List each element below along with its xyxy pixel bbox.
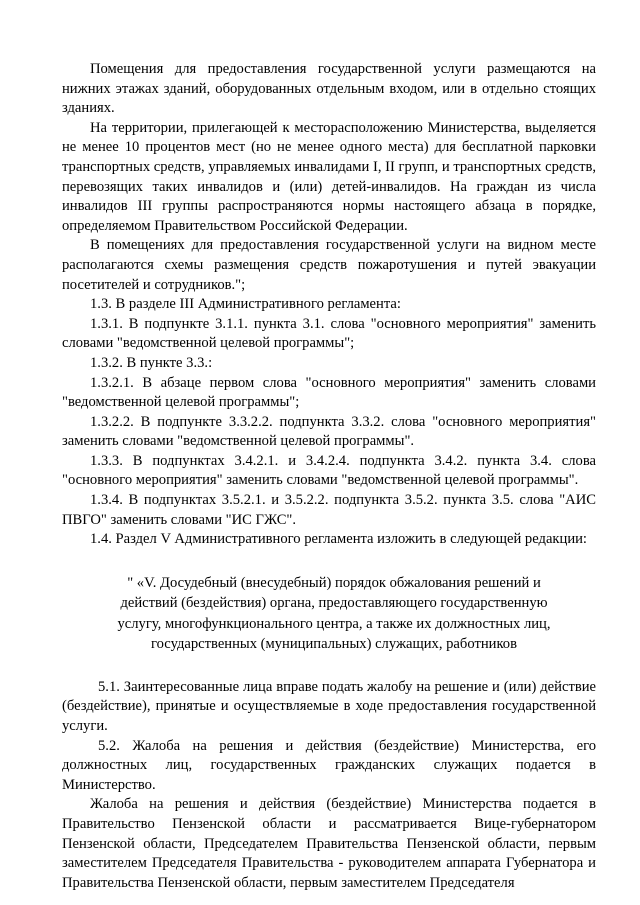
paragraph-1-3-2-2: 1.3.2.2. В подпункте 3.3.2.2. подпункта 3.3.2. слова "основного мероприятия" заменить словами "ведомственной целевой программы". (62, 413, 596, 450)
paragraph-parking: На территории, прилегающей к месторасположению Министерства, выделяется не менее 10 процентов мест (но не менее одного места) для бесплатной парковки транспортных средств, управляемых инвалидами I, II групп, и транспортных средств, перевозящих таких инвалидов и (или) детей-инвалидов. На граждан из числа инвалидов III группы распространяются нормы настоящего абзаца в порядке, определяемом Правительством Российской Федерации. (62, 119, 596, 234)
section-v-heading: " «V. Досудебный (внесудебный) порядок обжалования решений и действий (бездействия) органа, предоставляющего государственную услугу, многофункционального центра, а также их должностных лиц, государственных (муниципальных) служащих, работников (117, 574, 551, 653)
paragraph-1-3-1: 1.3.1. В подпункте 3.1.1. пункта 3.1. слова "основного мероприятия" заменить словами "ведомственной целевой программы"; (62, 315, 596, 352)
document-page (62, 60, 596, 893)
paragraph-5-2: 5.2. Жалоба на решения и действия (бездействие) Министерства, его должностных лиц, государственных гражданских служащих подается в Министерство. (62, 737, 596, 793)
paragraph-1-3-2-1: 1.3.2.1. В абзаце первом слова "основного мероприятия" заменить словами "ведомственной целевой программы"; (62, 374, 596, 411)
paragraph-1-4: 1.4. Раздел V Административного регламента изложить в следующей редакции: (90, 531, 587, 548)
paragraph-5-2-complaint: Жалоба на решения и действия (бездействие) Министерства подается в Правительство Пензенской области и рассматривается Вице-губернатором Пензенской области, Председателем Правительства Пензенской области, первым заместителем Председателя Правительства - руководителем аппарата Губернатора и Правительства Пензенской области, первым заместителем Председателя (62, 796, 596, 891)
paragraph-1-3-4: 1.3.4. В подпунктах 3.5.2.1. и 3.5.2.2. подпункта 3.5.2. пункта 3.5. слова "АИС ПВГО" заменить словами "ИС ГЖС". (62, 492, 596, 528)
paragraph-premises: Помещения для предоставления государственной услуги размещаются на нижних этажах зданий, оборудованных отдельным входом, или в отдельно стоящих зданиях. (62, 61, 596, 117)
spacer (62, 655, 596, 678)
paragraph-evacuation: В помещениях для предоставления государственной услуги на видном месте располагаются схемы размещения средств пожаротушения и путей эвакуации посетителей и сотрудников."; (62, 237, 596, 293)
paragraph-1-3: 1.3. В разделе III Административного регламента: (90, 296, 401, 313)
paragraph-5-1: 5.1. Заинтересованные лица вправе подать жалобу на решение и (или) действие (бездействие), принятые и осуществляемые в ходе предоставления государственной услуги. (62, 678, 596, 735)
paragraph-1-3-2: 1.3.2. В пункте 3.3.: (90, 354, 213, 371)
paragraph-1-3-3: 1.3.3. В подпунктах 3.4.2.1. и 3.4.2.4. подпункта 3.4.2. пункта 3.4. слова "основного мероприятия" заменить словами "ведомственной целевой программы". (62, 452, 596, 489)
